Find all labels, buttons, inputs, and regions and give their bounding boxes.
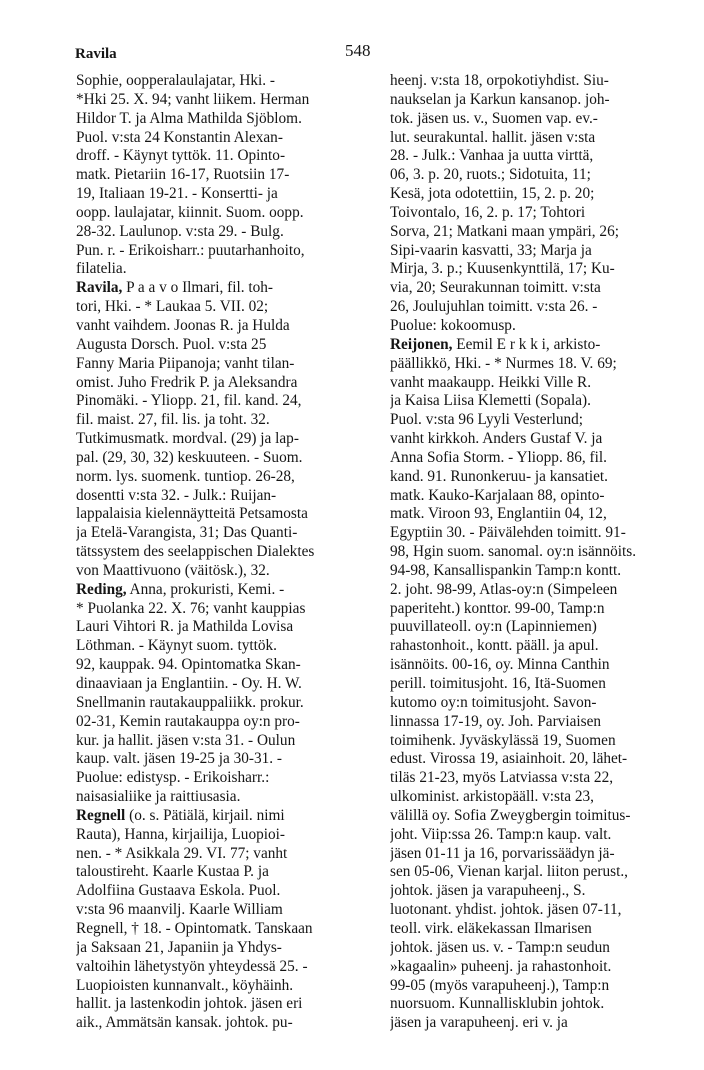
- line-text: matk. Kauko-Karjalaan 88, opinto-: [390, 486, 605, 504]
- entry-surname: Reding,: [76, 580, 127, 598]
- text-line: [76, 845, 374, 864]
- line-text: *Hki 25. X. 94; vanht liikem. Herman: [76, 90, 310, 108]
- text-line: [76, 713, 374, 732]
- text-line: [76, 147, 374, 166]
- line-text: sen 05-06, Vienan karjal. liiton perust.,: [390, 863, 628, 881]
- line-text: Luopioisten kunnanvalt., köyhäinh.: [76, 976, 294, 994]
- text-line: [390, 185, 696, 204]
- text-line: [390, 204, 696, 223]
- text-line: [390, 675, 696, 694]
- text-line: [390, 298, 696, 317]
- text-line: [390, 374, 696, 393]
- text-line: [390, 863, 696, 882]
- text-line: [76, 72, 374, 91]
- text-line: [76, 581, 374, 600]
- line-text: dinaaviaan ja Englantiin. - Oy. H. W.: [76, 675, 302, 692]
- line-text: 94-98, Kansallispankin Tamp:n kontt.: [390, 561, 622, 579]
- line-text: 98, Hgin suom. sanomal. oy:n isännöits.: [390, 543, 637, 561]
- text-line: [76, 562, 374, 581]
- text-line: [390, 430, 696, 449]
- line-text: johtok. jäsen ja varapuheenj., S.: [390, 882, 586, 900]
- text-line: [76, 505, 374, 524]
- line-text: linnassa 17-19, oy. Joh. Parviaisen: [390, 712, 602, 730]
- line-text: luotonant. yhdist. johtok. jäsen 07-11,: [390, 901, 622, 919]
- line-text: tiläs 21-23, myös Latviassa v:sta 22,: [390, 769, 614, 787]
- text-line: [390, 524, 696, 543]
- text-line: [390, 1014, 696, 1033]
- line-text: Puolue: edistysp. - Erikoisharr.:: [76, 769, 270, 787]
- text-line: [76, 826, 374, 845]
- text-line: [390, 411, 696, 430]
- line-text: Adolfiina Gustaava Eskola. Puol.: [76, 882, 281, 900]
- line-text: Kesä, jota odotettiin, 15, 2. p. 20;: [390, 185, 595, 203]
- line-text: kur. ja hallit. jäsen v:sta 31. - Oulun: [76, 731, 296, 749]
- line-text: Anna, prokuristi, Kemi. -: [126, 580, 285, 598]
- text-line: [76, 298, 374, 317]
- text-line: [390, 845, 696, 864]
- line-text: naukselan ja Karkun kansanop. joh-: [390, 90, 610, 108]
- text-line: [390, 242, 696, 261]
- text-line: [76, 449, 374, 468]
- line-text: jäsen 01-11 ja 16, porvarissäädyn jä-: [390, 844, 615, 862]
- text-line: [390, 223, 696, 242]
- line-text: tok. jäsen us. v., Suomen vap. ev.-: [390, 109, 598, 127]
- left-column: [76, 72, 374, 1033]
- line-text: Fanny Maria Piipanoja; vanht tilan-: [76, 354, 295, 372]
- text-line: [76, 242, 374, 261]
- text-line: [390, 977, 696, 996]
- line-text: kand. 91. Runonkeruu- ja kansatiet.: [390, 467, 608, 485]
- text-line: [76, 260, 374, 279]
- line-text: matk. Pietariin 16-17, Ruotsiin 17-: [76, 166, 290, 184]
- line-text: Toivontalo, 16, 2. p. 17; Tohtori: [390, 203, 586, 221]
- line-text: Eemil E r k k i, arkisto-: [452, 335, 601, 353]
- line-text: nuorsuom. Kunnallisklubin johtok.: [390, 995, 605, 1013]
- text-line: [76, 392, 374, 411]
- text-line: [76, 223, 374, 242]
- line-text: fil. maist. 27, fil. lis. ja toht. 32.: [76, 411, 270, 429]
- text-line: [76, 129, 374, 148]
- line-text: Anna Sofia Storm. - Yliopp. 86, fil.: [390, 448, 607, 466]
- text-line: [76, 374, 374, 393]
- text-line: [390, 713, 696, 732]
- text-line: [390, 505, 696, 524]
- text-line: [390, 826, 696, 845]
- text-line: [390, 958, 696, 977]
- text-line: [76, 411, 374, 430]
- line-text: ja Etelä-Varangista, 31; Das Quanti-: [76, 524, 298, 542]
- text-line: [390, 279, 696, 298]
- text-line: [76, 543, 374, 562]
- text-line: [76, 656, 374, 675]
- text-line: [390, 91, 696, 110]
- text-line: [390, 769, 696, 788]
- line-text: ja Saksaan 21, Japaniin ja Yhdys-: [76, 938, 282, 956]
- text-line: [390, 882, 696, 901]
- line-text: heenj. v:sta 18, orpokotiyhdist. Siu-: [390, 72, 609, 89]
- line-text: Egyptiin 30. - Päivälehden toimitt. 91-: [390, 524, 626, 542]
- line-text: filatelia.: [76, 260, 127, 278]
- text-line: [76, 939, 374, 958]
- text-line: [390, 732, 696, 751]
- line-text: lut. seurakuntal. hallit. jäsen v:sta: [390, 128, 596, 146]
- line-text: ja Kaisa Liisa Klemetti (Sopala).: [390, 392, 591, 410]
- text-line: [390, 750, 696, 769]
- text-line: [390, 656, 696, 675]
- text-line: [390, 317, 696, 336]
- text-line: [76, 769, 374, 788]
- line-text: von Maattivuono (väitösk.), 32.: [76, 561, 270, 579]
- text-line: [76, 468, 374, 487]
- text-line: [390, 166, 696, 185]
- line-text: hallit. ja lastenkodin johtok. jäsen eri: [76, 995, 303, 1013]
- line-text: dosentti v:sta 32. - Julk.: Ruijan-: [76, 486, 277, 504]
- text-line: [390, 110, 696, 129]
- text-line: [390, 807, 696, 826]
- line-text: omist. Juho Fredrik P. ja Aleksandra: [76, 373, 298, 391]
- text-line: [76, 110, 374, 129]
- text-line: [76, 807, 374, 826]
- line-text: P a a v o Ilmari, fil. toh-: [122, 279, 273, 297]
- text-line: [76, 166, 374, 185]
- text-line: [76, 958, 374, 977]
- line-text: puuvillateoll. oy:n (Lapinniemen): [390, 618, 597, 636]
- text-line: [390, 618, 696, 637]
- text-line: [76, 204, 374, 223]
- line-text: 99-05 (myös varapuheenj.), Tamp:n: [390, 976, 610, 994]
- line-text: vanht kirkkoh. Anders Gustaf V. ja: [390, 430, 603, 448]
- line-text: taloustireht. Kaarle Kustaa P. ja: [76, 863, 269, 881]
- text-line: [390, 487, 696, 506]
- line-text: 06, 3. p. 20, ruots.; Sidotuita, 11;: [390, 166, 591, 184]
- text-line: [76, 279, 374, 298]
- text-line: [390, 72, 696, 91]
- line-text: Sipi-vaarin kasvatti, 33; Marja ja: [390, 241, 592, 259]
- line-text: matk. Viroon 93, Englantiin 04, 12,: [390, 505, 607, 523]
- text-line: [390, 901, 696, 920]
- line-text: Puol. v:sta 96 Lyyli Vesterlund;: [390, 411, 584, 429]
- line-text: Sorva, 21; Matkani maan ympäri, 26;: [390, 222, 619, 240]
- line-text: tori, Hki. - * Laukaa 5. VII. 02;: [76, 298, 269, 316]
- text-line: [76, 750, 374, 769]
- line-text: Rauta), Hanna, kirjailija, Luopioi-: [76, 825, 285, 843]
- line-text: Puolue: kokoomusp.: [390, 316, 516, 334]
- running-head: Ravila: [75, 46, 117, 62]
- line-text: vanht vaihdem. Joonas R. ja Hulda: [76, 316, 290, 334]
- line-text: isännöits. 00-16, oy. Minna Canthin: [390, 656, 610, 674]
- text-line: [76, 355, 374, 374]
- text-line: [76, 1014, 374, 1033]
- text-line: [76, 882, 374, 901]
- line-text: 19, Italiaan 19-21. - Konsertti- ja: [76, 185, 278, 203]
- line-text: teoll. virk. eläkekassan Ilmarisen: [390, 919, 592, 937]
- text-line: [76, 977, 374, 996]
- line-text: nen. - * Asikkala 29. VI. 77; vanht: [76, 844, 288, 862]
- line-text: 28. - Julk.: Vanhaa ja uutta virttä,: [390, 147, 594, 165]
- line-text: Tutkimusmatk. mordval. (29) ja lap-: [76, 430, 299, 448]
- entry-surname: Reijonen,: [390, 335, 453, 353]
- line-text: aik., Ammätsän kansak. johtok. pu-: [76, 1014, 293, 1032]
- entry-surname: Ravila,: [76, 279, 123, 297]
- line-text: Pinomäki. - Yliopp. 21, fil. kand. 24,: [76, 392, 302, 410]
- text-line: [76, 732, 374, 751]
- text-line: [390, 920, 696, 939]
- text-line: [390, 129, 696, 148]
- text-line: [390, 392, 696, 411]
- text-line: [390, 336, 696, 355]
- line-text: johtok. jäsen us. v. - Tamp:n seudun: [390, 938, 610, 956]
- line-text: Sophie, oopperalaulajatar, Hki. -: [76, 72, 276, 89]
- line-text: pal. (29, 30, 32) keskuuteen. - Suom.: [76, 448, 303, 466]
- text-line: [76, 920, 374, 939]
- line-text: ulkominist. arkistopääll. v:sta 23,: [390, 788, 594, 806]
- line-text: 2. joht. 98-99, Atlas-oy:n (Simpeleen: [390, 580, 618, 598]
- line-text: Snellmanin rautakauppaliikk. prokur.: [76, 693, 304, 711]
- line-text: rahastonhoit., kontt. pääll. ja apul.: [390, 637, 599, 655]
- text-line: [390, 449, 696, 468]
- line-text: (o. s. Pätiälä, kirjail. nimi: [125, 806, 285, 824]
- line-text: 26, Joulujuhlan toimitt. v:sta 26. -: [390, 298, 598, 316]
- entry-surname: Regnell: [76, 806, 126, 824]
- text-line: [390, 468, 696, 487]
- line-text: »kagaalin» puheenj. ja rahastonhoit.: [390, 957, 612, 975]
- text-line: [76, 91, 374, 110]
- text-line: [390, 355, 696, 374]
- text-line: [390, 637, 696, 656]
- line-text: toimihenk. Jyväskylässä 19, Suomen: [390, 731, 616, 749]
- text-line: [76, 995, 374, 1014]
- text-line: [76, 863, 374, 882]
- line-text: lappalaisia kielennäytteitä Petsamosta: [76, 505, 308, 523]
- line-text: 92, kauppak. 94. Opintomatka Skan-: [76, 656, 301, 674]
- line-text: v:sta 96 maanvilj. Kaarle William: [76, 901, 283, 919]
- line-text: joht. Viip:ssa 26. Tamp:n kaup. valt.: [390, 825, 612, 843]
- line-text: Mirja, 3. p.; Kuusenkynttilä, 17; Ku-: [390, 260, 615, 278]
- line-text: jäsen ja varapuheenj. eri v. ja: [390, 1014, 568, 1032]
- text-line: [76, 487, 374, 506]
- line-text: Hildor T. ja Alma Mathilda Sjöblom.: [76, 109, 302, 127]
- text-line: [390, 581, 696, 600]
- text-line: [390, 600, 696, 619]
- text-line: [390, 562, 696, 581]
- line-text: 28-32. Laulunop. v:sta 29. - Bulg.: [76, 222, 284, 240]
- text-line: [76, 185, 374, 204]
- text-line: [390, 694, 696, 713]
- line-text: vanht maakaupp. Heikki Ville R.: [390, 373, 592, 391]
- line-text: Lauri Vihtori R. ja Mathilda Lovisa: [76, 618, 294, 636]
- text-line: [76, 430, 374, 449]
- line-text: * Puolanka 22. X. 76; vanht kauppias: [76, 599, 306, 617]
- line-text: päällikkö, Hki. - * Nurmes 18. V. 69;: [390, 354, 617, 372]
- line-text: perill. toimitusjoht. 16, Itä-Suomen: [390, 675, 606, 692]
- text-line: [390, 260, 696, 279]
- text-line: [76, 336, 374, 355]
- text-line: [76, 524, 374, 543]
- text-line: [76, 694, 374, 713]
- line-text: tätssystem des seelappischen Dialektes: [76, 543, 315, 561]
- line-text: Pun. r. - Erikoisharr.: puutarhanhoito,: [76, 241, 305, 259]
- line-text: Puol. v:sta 24 Konstantin Alexan-: [76, 128, 283, 146]
- text-line: [390, 939, 696, 958]
- line-text: Löthman. - Käynyt suom. tyttök.: [76, 637, 277, 655]
- text-line: [76, 637, 374, 656]
- line-text: Augusta Dorsch. Puol. v:sta 25: [76, 335, 267, 353]
- line-text: paperiteht.) konttor. 99-00, Tamp:n: [390, 599, 605, 617]
- text-line: [76, 788, 374, 807]
- text-line: [390, 788, 696, 807]
- line-text: Regnell, † 18. - Opintomatk. Tanskaan: [76, 919, 313, 937]
- line-text: oopp. laulajatar, kiinnit. Suom. oopp.: [76, 203, 304, 221]
- right-column: [390, 72, 696, 1033]
- text-line: [76, 901, 374, 920]
- line-text: 02-31, Kemin rautakauppa oy:n pro-: [76, 712, 300, 730]
- line-text: valtoihin lähetystyön yhteydessä 25. -: [76, 957, 308, 975]
- text-line: [76, 675, 374, 694]
- text-line: [76, 600, 374, 619]
- line-text: naisasialiike ja raittiusasia.: [76, 788, 241, 806]
- line-text: välillä oy. Sofia Zweygbergin toimitus-: [390, 806, 631, 824]
- text-line: [390, 543, 696, 562]
- line-text: edust. Virossa 19, asiainhoit. 20, lähet-: [390, 750, 628, 768]
- line-text: droff. - Käynyt tyttök. 11. Opinto-: [76, 147, 286, 165]
- page-number: 548: [345, 41, 371, 60]
- line-text: norm. lys. suomenk. tuntiop. 26-28,: [76, 467, 295, 485]
- text-line: [390, 147, 696, 166]
- text-line: [76, 618, 374, 637]
- line-text: kutomo oy:n toimitusjoht. Savon-: [390, 693, 597, 711]
- line-text: kaup. valt. jäsen 19-25 ja 30-31. -: [76, 750, 283, 768]
- text-line: [76, 317, 374, 336]
- text-line: [390, 995, 696, 1014]
- line-text: via, 20; Seurakunnan toimitt. v:sta: [390, 279, 601, 297]
